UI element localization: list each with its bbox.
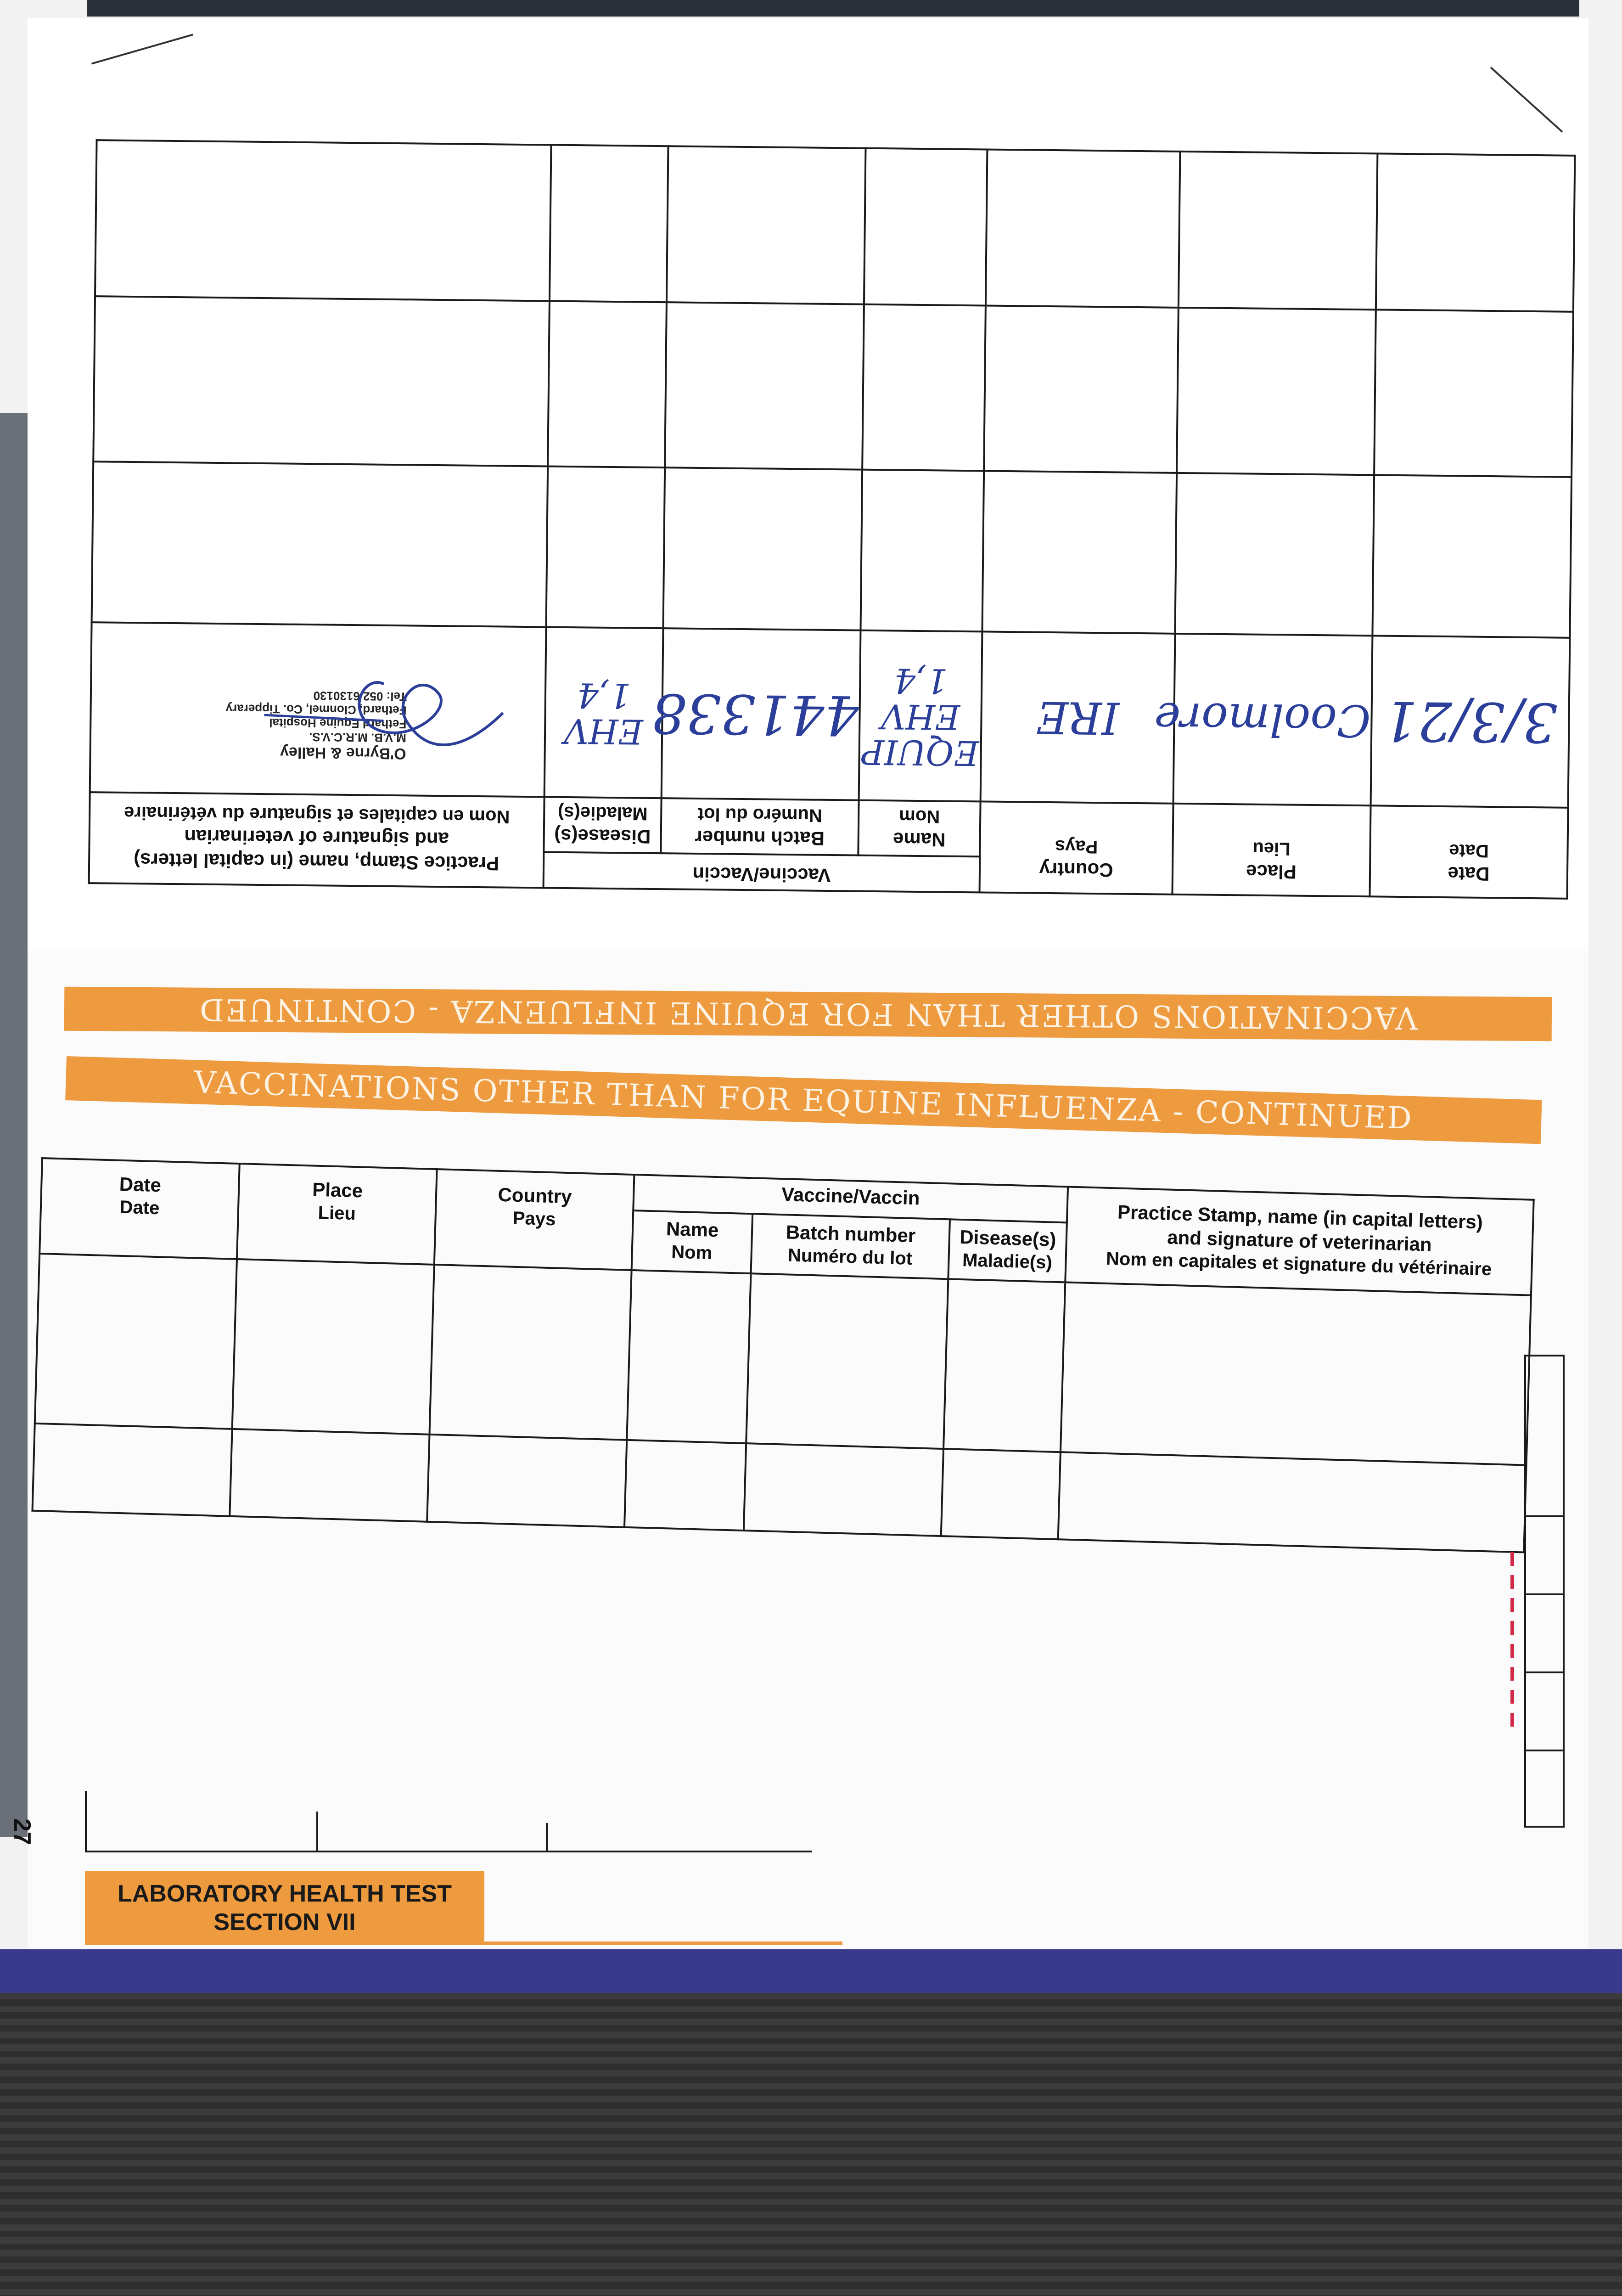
entry-disease: EHV xyxy=(564,710,644,751)
section-underline xyxy=(85,1941,842,1945)
table-cell xyxy=(95,140,551,301)
table-cell xyxy=(943,1279,1065,1452)
section-heading xyxy=(85,1871,484,1945)
table-cell xyxy=(1058,1452,1527,1552)
lower-vaccination-table xyxy=(31,1157,1534,1553)
entry-practice-cell xyxy=(90,622,546,797)
table-cell xyxy=(984,305,1179,473)
table-cell xyxy=(667,146,866,304)
table-cell xyxy=(550,145,668,303)
table-cell xyxy=(32,1424,232,1516)
entry-disease-strain: 1,4 xyxy=(577,675,631,715)
header-vaccine-name: Name Nom xyxy=(858,800,980,857)
table-cell xyxy=(1175,473,1374,636)
table-cell xyxy=(1376,153,1575,311)
table-cell xyxy=(986,150,1180,308)
table-cell xyxy=(35,1254,237,1429)
table-cell xyxy=(744,1443,943,1536)
table-cell xyxy=(860,470,984,632)
entry-country: IRE xyxy=(1036,691,1120,744)
section-banner-upside-down: VACCINATIONS OTHER THAN FOR EQUINE INFLUENZA - CONTINUED xyxy=(64,987,1552,1041)
section-number: SECTION VII xyxy=(213,1909,356,1936)
table-row xyxy=(95,140,1575,312)
passport-cover-edge xyxy=(0,1949,1622,2000)
table-line xyxy=(1526,1515,1563,1517)
entry-country-cell xyxy=(981,631,1175,803)
table-cell xyxy=(746,1273,948,1449)
header-place: Place Lieu xyxy=(237,1164,437,1265)
table-cell xyxy=(1179,152,1378,310)
table-cell xyxy=(663,467,863,630)
veterinarian-signature xyxy=(264,655,522,777)
table-cell xyxy=(665,302,864,469)
table-cell xyxy=(982,471,1177,633)
header-practice: Practice Stamp, name (in capital letters) and signature of veterinarian Nom en capitales et signature du vétérinaire xyxy=(1065,1187,1533,1295)
table-cell xyxy=(627,1270,751,1443)
scan-top-edge xyxy=(87,0,1579,17)
table-line xyxy=(1526,1593,1563,1595)
header-batch-number: Batch number Numéro du lot xyxy=(751,1214,950,1279)
table-cell xyxy=(1374,310,1573,477)
scan-left-edge xyxy=(0,413,28,1837)
header-date: Date Date xyxy=(1369,805,1568,898)
entry-place-cell xyxy=(1154,634,1373,805)
table-cell xyxy=(941,1449,1061,1539)
table-row xyxy=(90,622,1570,808)
header-disease: Disease(s) Maladie(s) xyxy=(544,797,661,853)
header-practice: Practice Stamp, name (in capital letters) and signature of veterinarian Nom en capitales et signature du vétérinaire xyxy=(89,792,544,888)
entry-vaccine-name: EQUIP xyxy=(861,732,979,772)
table-cell xyxy=(1177,308,1376,475)
entry-date-cell xyxy=(1371,636,1570,807)
table-cell xyxy=(429,1265,631,1440)
table-line xyxy=(1526,1750,1563,1751)
table-cell xyxy=(546,467,665,629)
background-surface xyxy=(0,1993,1622,2296)
table-line xyxy=(1526,1355,1563,1356)
table-row xyxy=(93,296,1573,477)
entry-batch-cell xyxy=(651,628,861,800)
underlying-table-stub xyxy=(85,1791,812,1852)
upper-vaccination-table xyxy=(88,139,1576,900)
header-date: Date Date xyxy=(39,1158,240,1259)
entry-place: Coolmore xyxy=(1154,692,1371,747)
section-title: LABORATORY HEALTH TEST xyxy=(118,1880,452,1907)
practice-stamp: O'Byrne & Halley M.V.B. M.R.C.V.S. Fethard Equine Hospital Fethard, Clonmel, Co. Tipperary Tel: 052 6130130 xyxy=(225,689,407,763)
table-cell xyxy=(1061,1282,1531,1465)
table-line xyxy=(1526,1826,1563,1828)
table-cell xyxy=(230,1429,429,1522)
header-vaccine-group: Vaccine/Vaccin xyxy=(633,1175,1068,1222)
header-vaccine-name: Name Nom xyxy=(632,1210,753,1273)
table-cell xyxy=(232,1259,434,1435)
table-cell xyxy=(548,301,667,468)
header-place: Place Lieu xyxy=(1173,804,1371,896)
table-line xyxy=(1526,1671,1563,1673)
table-cell xyxy=(1372,475,1571,637)
table-cell xyxy=(93,296,550,466)
entry-date: 3/3/21 xyxy=(1382,689,1558,754)
table-cell xyxy=(864,148,988,306)
header-country: Country Pays xyxy=(980,801,1173,894)
red-margin-mark xyxy=(1510,1552,1514,1731)
table-cell xyxy=(92,461,548,627)
entry-disease-cell xyxy=(544,627,663,798)
header-country: Country Pays xyxy=(434,1169,634,1270)
entry-batch-number: 441338 xyxy=(651,681,859,747)
header-disease: Disease(s) Maladie(s) xyxy=(948,1219,1067,1282)
table-cell xyxy=(624,1440,746,1531)
entry-vaccine-strain: 1,4 xyxy=(893,660,949,701)
entry-vaccine-type: EHV xyxy=(881,696,960,737)
header-batch-number: Batch number Numéro du lot xyxy=(661,798,859,855)
section-banner: VACCINATIONS OTHER THAN FOR EQUINE INFLUENZA - CONTINUED xyxy=(65,1056,1542,1144)
page-number: 27 xyxy=(9,1818,35,1845)
header-vaccine-group: Vaccine/Vaccin xyxy=(544,852,980,892)
table-cell xyxy=(862,304,986,471)
underlying-page-lines xyxy=(1524,1355,1565,1828)
entry-vaccine-name-cell xyxy=(859,630,982,802)
table-row xyxy=(92,461,1572,638)
table-cell xyxy=(427,1435,627,1527)
